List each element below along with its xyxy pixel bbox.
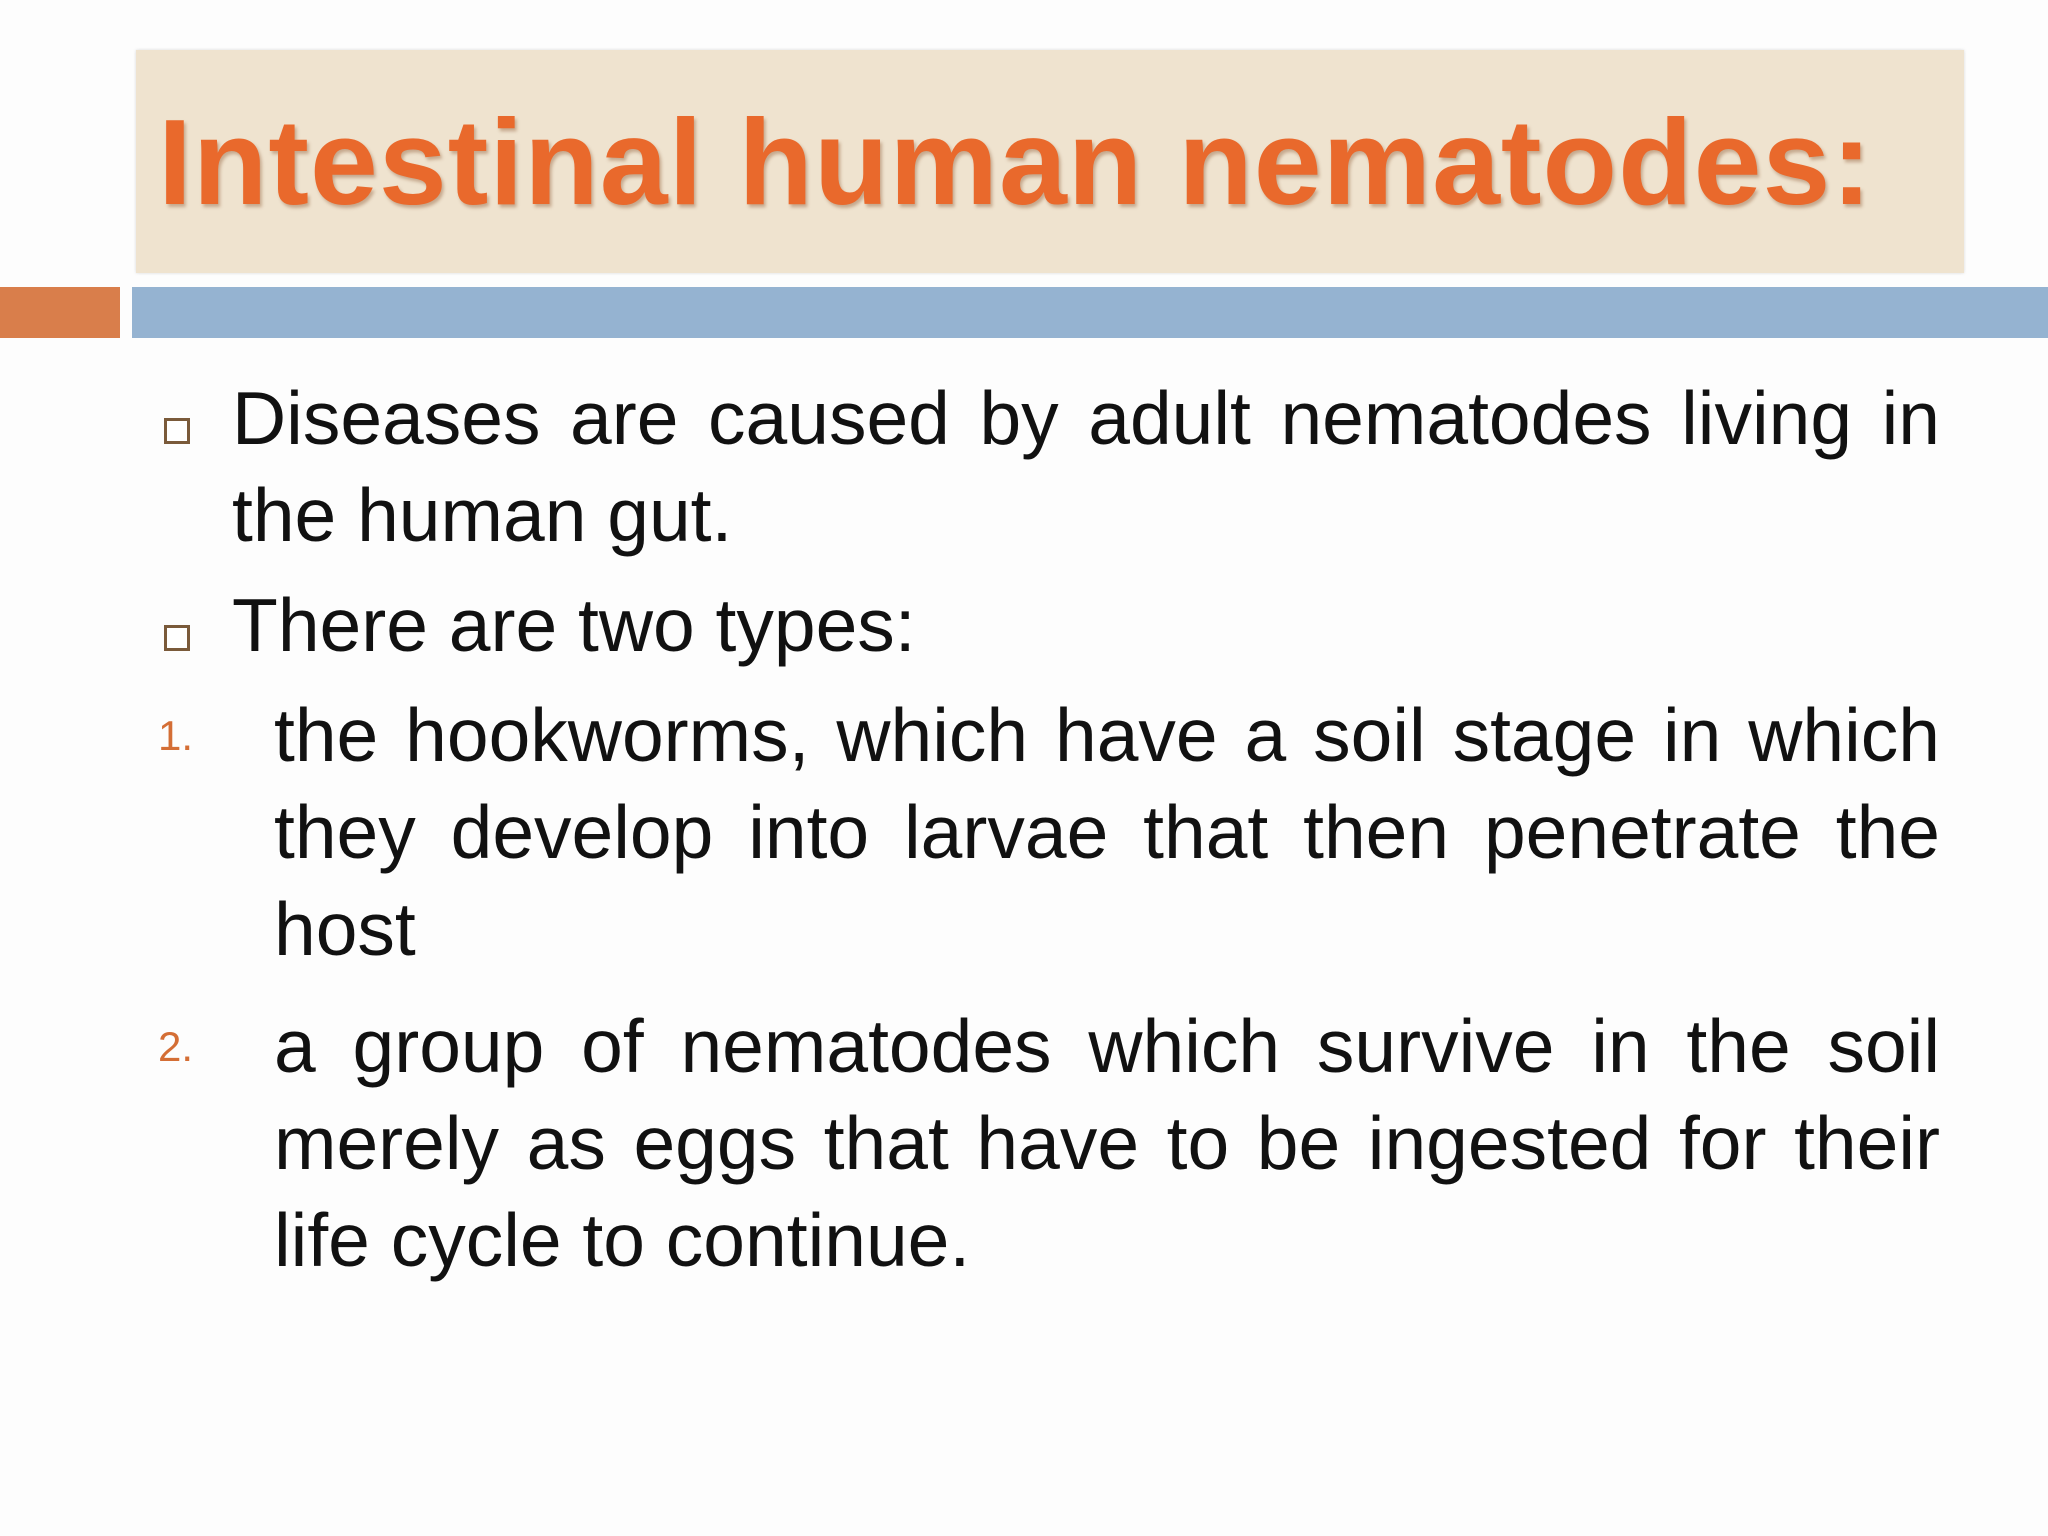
bullet-text: Diseases are caused by adult nematodes living in the human gut. (232, 376, 1940, 557)
numbered-text: a group of nematodes which survive in the soil merely as eggs that have to be ingested for their life cycle to continue. (274, 1004, 1940, 1282)
numbered-text: the hookworms, which have a soil stage in which they develop into larvae that then penetrate the host (274, 693, 1940, 971)
square-bullet-icon (164, 625, 190, 651)
bullet-item (232, 370, 1940, 564)
bullet-text: There are two types: (232, 583, 916, 667)
bullet-item (232, 577, 1940, 674)
slide-body (0, 370, 2048, 1289)
slide-title: Intestinal human nematodes: (158, 93, 1873, 230)
header-bar (132, 287, 2048, 338)
title-banner (136, 50, 1964, 273)
square-bullet-icon (164, 418, 190, 444)
numbered-item (158, 998, 1940, 1289)
item-number: 1. (158, 712, 194, 759)
numbered-item (158, 687, 1940, 978)
accent-bar (0, 287, 120, 338)
item-number: 2. (158, 1023, 194, 1070)
